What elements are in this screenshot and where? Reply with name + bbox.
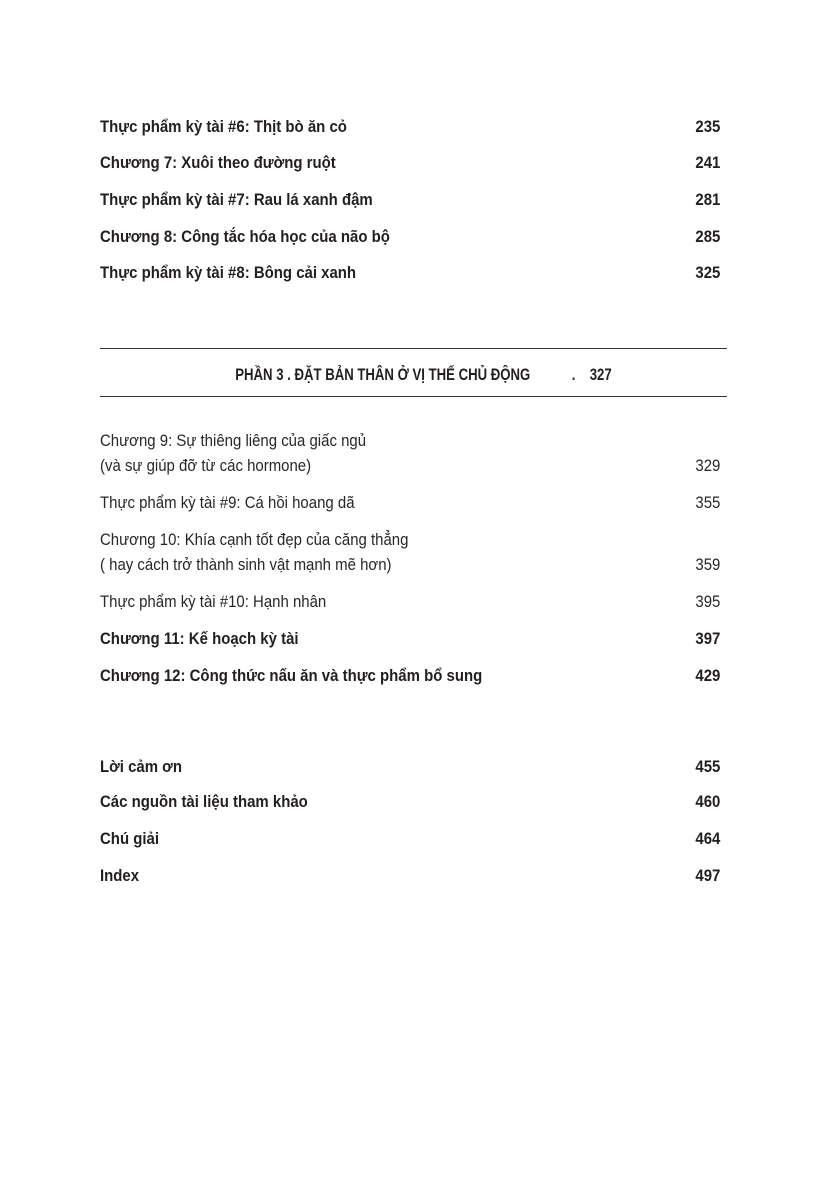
entry-page: 395 <box>695 592 720 611</box>
toc-entry <box>100 527 720 577</box>
toc-entry <box>100 789 720 814</box>
entry-page: 235 <box>695 117 720 136</box>
toc-entry <box>100 826 720 851</box>
entry-title: Thực phẩm kỳ tài #9: Cá hồi hoang dã <box>100 493 355 512</box>
toc-entry <box>100 150 720 175</box>
entry-page: 455 <box>695 757 720 776</box>
entry-title: Thực phẩm kỳ tài #8: Bông cải xanh <box>100 263 357 282</box>
entry-title: Chương 12: Công thức nấu ăn và thực phẩm bổ sung <box>100 666 483 685</box>
toc-entry <box>100 187 720 212</box>
entry-page: 355 <box>695 493 720 512</box>
toc-entry <box>100 754 720 779</box>
entry-title: Chương 7: Xuôi theo đường ruột <box>100 153 336 172</box>
entry-title: Thực phẩm kỳ tài #10: Hạnh nhân <box>100 592 327 611</box>
toc-entry <box>100 224 720 249</box>
entry-page: 497 <box>695 866 720 885</box>
entry-page: 397 <box>695 629 720 648</box>
entry-page: 285 <box>695 227 720 246</box>
entry-page: 464 <box>695 829 720 848</box>
entry-title: Index <box>100 866 140 885</box>
toc-entry <box>100 490 720 515</box>
part-heading <box>100 362 727 387</box>
entry-page: 241 <box>695 153 720 172</box>
entry-title: Chương 11: Kế hoạch kỳ tài <box>100 629 299 648</box>
toc-entry <box>100 428 720 478</box>
toc-entry <box>100 114 720 139</box>
toc-entry <box>100 260 720 285</box>
entry-page: 325 <box>695 263 720 282</box>
toc-entry <box>100 626 720 651</box>
entry-page: 281 <box>695 190 720 209</box>
entry-title: Thực phẩm kỳ tài #7: Rau lá xanh đậm <box>100 190 373 209</box>
entry-subtitle: ( hay cách trở thành sinh vật mạnh mẽ hơn) <box>100 555 392 574</box>
divider-top <box>100 348 727 349</box>
entry-page: 329 <box>695 456 720 475</box>
part-page: 327 <box>588 365 611 384</box>
part-separator: . <box>570 365 575 384</box>
entry-title: Lời cảm ơn <box>100 757 182 776</box>
entry-page: 460 <box>695 792 720 811</box>
entry-title: Chương 9: Sự thiêng liêng của giấc ngủ <box>100 431 367 450</box>
entry-title: Chương 8: Công tắc hóa học của não bộ <box>100 227 390 246</box>
entry-page: 359 <box>695 555 720 574</box>
toc-entry <box>100 863 720 888</box>
entry-title: Các nguồn tài liệu tham khảo <box>100 792 308 811</box>
entry-title: Chú giải <box>100 829 160 848</box>
entry-title: Chương 10: Khía cạnh tốt đẹp của căng thẳng <box>100 530 409 549</box>
toc-entry <box>100 663 720 688</box>
toc-entry <box>100 589 720 614</box>
entry-title: Thực phẩm kỳ tài #6: Thịt bò ăn cỏ <box>100 117 347 136</box>
entry-subtitle: (và sự giúp đỡ từ các hormone) <box>100 456 312 475</box>
divider-bottom <box>100 396 727 397</box>
part-title: PHẦN 3 . ĐẶT BẢN THÂN Ở VỊ THẾ CHỦ ĐỘNG <box>234 365 530 384</box>
entry-page: 429 <box>695 666 720 685</box>
